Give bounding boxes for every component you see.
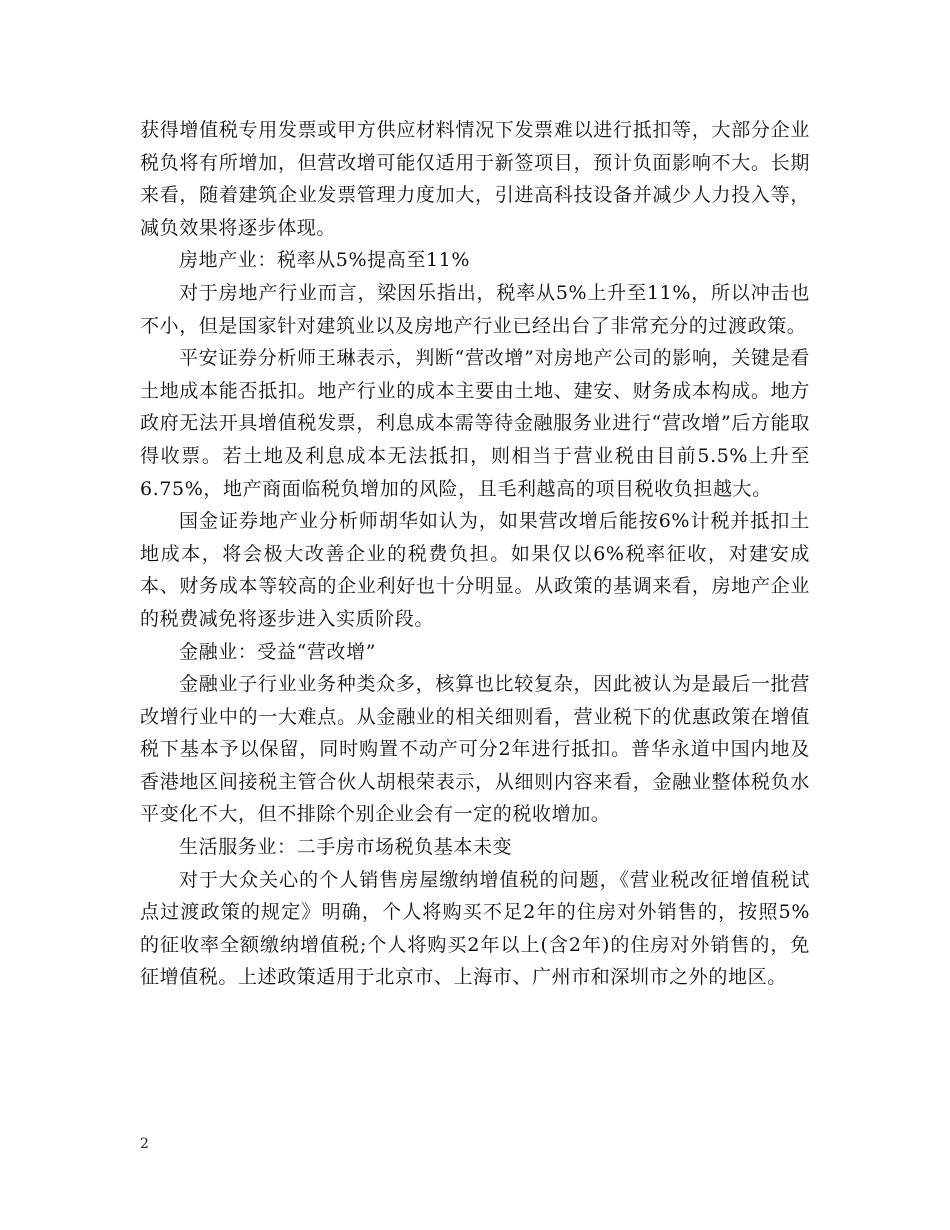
page-number: 2 <box>140 1136 149 1152</box>
section-heading: 金融业：受益“营改增” <box>179 640 377 663</box>
body-paragraph: 获得增值税专用发票或甲方供应材料情况下发票难以进行抵扣等，大部分企业税负将有所增加，但营改增可能仅适用于新签项目，预计负面影响不大。长期来看，随着建筑企业发票管理力度加大，引进高科技设备并减少人力投入等，减负效果将逐步体现。 <box>140 119 810 239</box>
body-paragraph: 对于房地产行业而言，梁因乐指出，税率从5%上升至11%，所以冲击也不小，但是国家针对建筑业以及房地产行业已经出台了非常充分的过渡政策。 <box>140 281 810 337</box>
body-paragraph: 金融业子行业业务种类众多，核算也比较复杂，因此被认为是最后一批营改增行业中的一大难点。从金融业的相关细则看，营业税下的优惠政策在增值税下基本予以保留，同时购置不动产可分2年进行抵扣。普华永道中国内地及香港地区间接税主管合伙人胡根荣表示，从细则内容来看，金融业整体税负水平变化不大，但不排除个别企业会有一定的税收增加。 <box>140 673 810 826</box>
body-paragraph: 国金证券地产业分析师胡华如认为，如果营改增后能按6%计税并抵扣土地成本，将会极大改善企业的税费负担。如果仅以6%税率征收，对建安成本、财务成本等较高的企业利好也十分明显。从政策的基调来看，房地产企业的税费减免将逐步进入实质阶段。 <box>140 510 810 630</box>
body-paragraph: 平安证券分析师王琳表示，判断“营改增”对房地产公司的影响，关键是看土地成本能否抵扣。地产行业的成本主要由土地、建安、财务成本构成。地方政府无法开具增值税发票，利息成本需等待金融服务业进行“营改增”后方能取得收票。若土地及利息成本无法抵扣，则相当于营业税由目前5.5%上升至6.75%，地产商面临税负增加的风险，且毛利越高的项目税收负担越大。 <box>140 347 810 500</box>
body-paragraph: 对于大众关心的个人销售房屋缴纳增值税的问题，《营业税改征增值税试点过渡政策的规定》明确，个人将购买不足2年的住房对外销售的，按照5%的征收率全额缴纳增值税;个人将购买2年以上(含2年)的住房对外销售的，免征增值税。上述政策适用于北京市、上海市、广州市和深圳市之外的地区。 <box>140 868 810 989</box>
section-heading: 房地产业：税率从5%提高至11% <box>179 249 470 272</box>
section-heading: 生活服务业：二手房市场税负基本未变 <box>179 836 513 859</box>
document-body <box>140 114 810 994</box>
